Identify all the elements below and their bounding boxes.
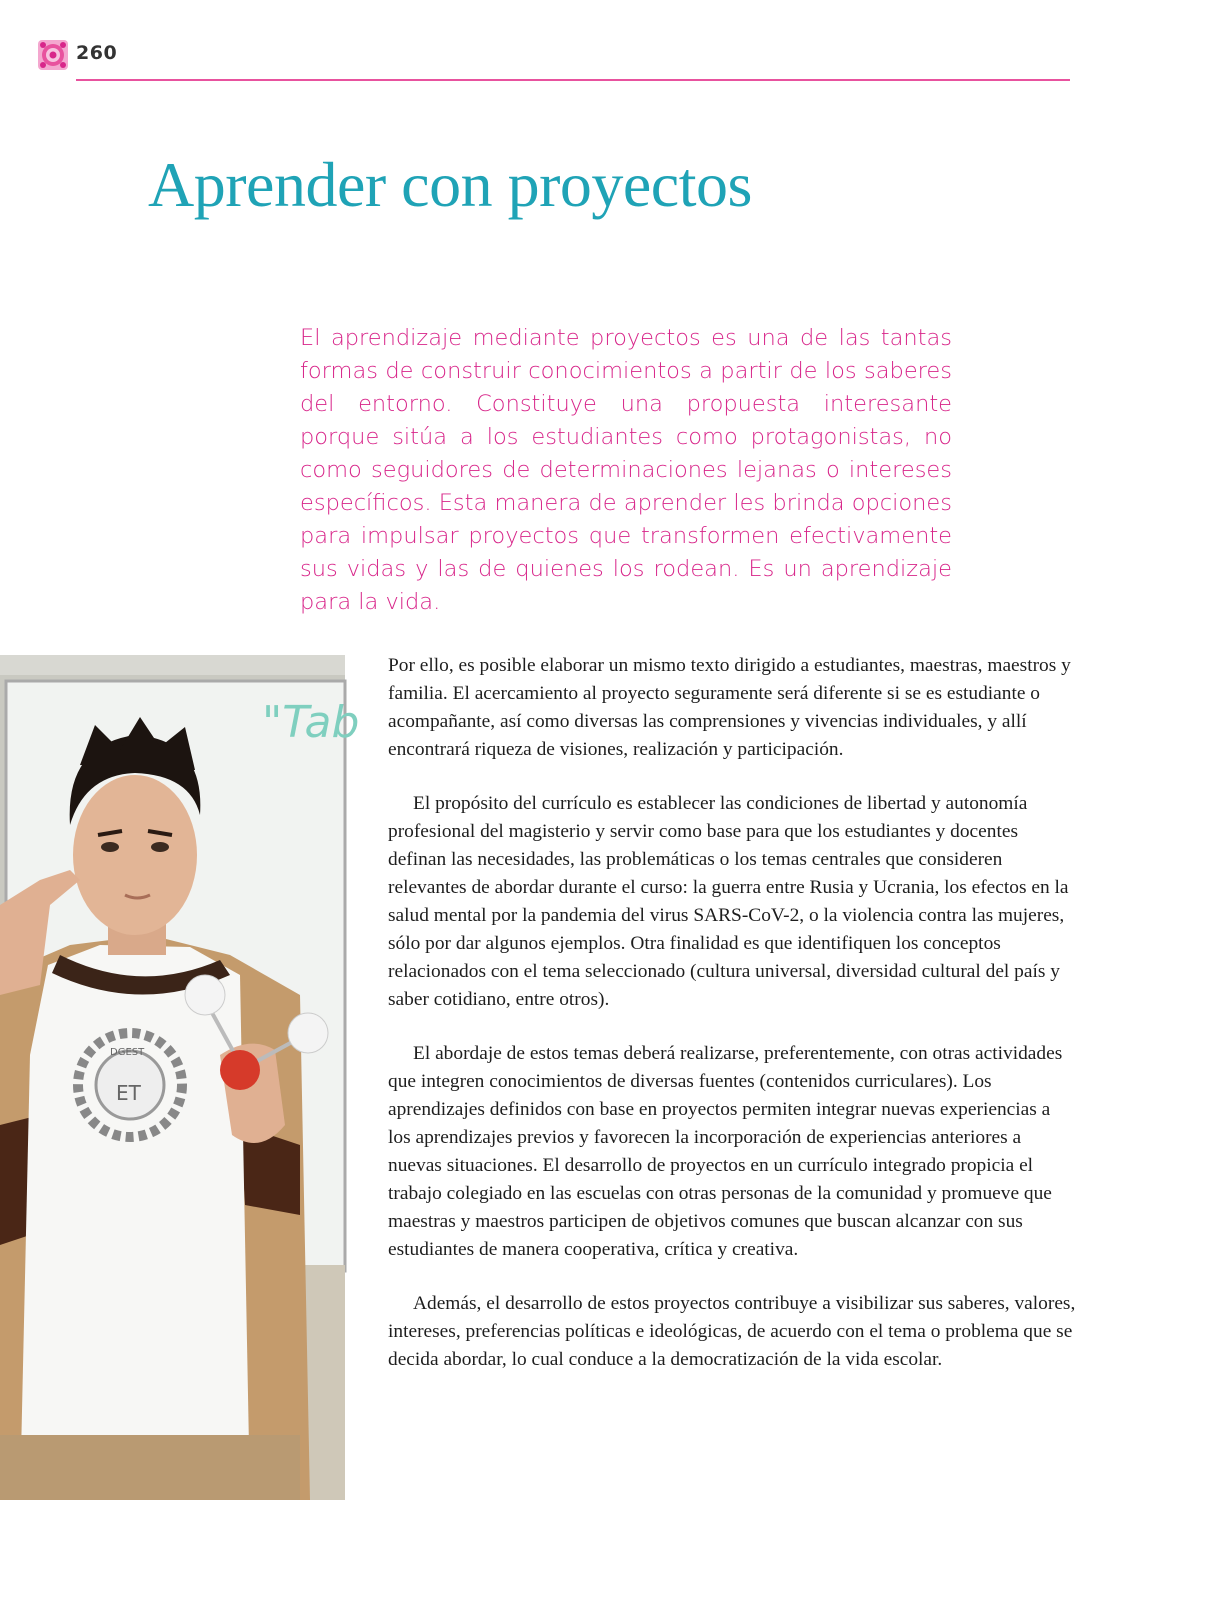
shirt-logo-mark: ET [116,1081,141,1105]
page-title: Aprender con proyectos [148,149,752,220]
header-rule [76,79,1070,81]
page-number: 260 [76,42,118,64]
student-photo [0,655,360,1500]
body-text [388,652,1076,1400]
body-paragraph: El abordaje de estos temas deberá realizarse, preferentemente, con otras actividades que integren conocimientos de diversas fuentes (contenidos curriculares). Los aprendizajes definidos con base en proyectos permiten integrar nuevas experiencias a los aprendizajes previos y favorecen la incorporación de experiencias anteriores a nuevas situaciones. El desarrollo de proyectos en un currículo integrado propicia el trabajo colegiado en las escuelas con otras personas de la comunidad y promueve que maestras y maestros participen de objetivos comunes que buscan alcanzar con sus estudiantes de manera cooperativa, crítica y creativa. [388,1043,1063,1260]
intro-paragraph: El aprendizaje mediante proyectos es una de las tantas formas de construir conocimientos a partir de los saberes del entorno. Constituye una propuesta interesante porque sitúa a los estudiantes como protagonistas, no como seguidores de determinaciones lejanas o intereses específicos. Esta manera de aprender les brinda opciones para impulsar proyectos que transformen efectivamente sus vidas y las de quienes los rodean. Es un aprendizaje para la vida. [300,325,952,615]
pink-ornament-icon [38,40,68,70]
body-paragraph: Además, el desarrollo de estos proyectos contribuye a visibilizar sus saberes, valores, intereses, preferencias políticas e ideológicas, de acuerdo con el tema o problema que se decida abordar, lo cual conduce a la democratización de la vida escolar. [388,1293,1076,1370]
student-illustration [0,655,360,1500]
body-paragraph: El propósito del currículo es establecer las condiciones de libertad y autonomía profesional del magisterio y servir como base para que los estudiantes y docentes definan las necesidades, las problemáticas o los temas centrales que consideren relevantes de abordar durante el curso: la guerra entre Rusia y Ucrania, los efectos en la salud mental por la pandemia del virus SARS-CoV-2, o la violencia contra las mujeres, sólo por dar algunos ejemplos. Otra finalidad es que identifiquen los conceptos relacionados con el tema seleccionado (cultura universal, diversidad cultural del país y saber cotidiano, entre otros). [388,793,1069,1010]
board-text: "Tab [262,697,360,748]
page-header [38,36,1070,82]
shirt-logo-top: DGEST [110,1047,145,1058]
body-paragraph: Por ello, es posible elaborar un mismo texto dirigido a estudiantes, maestras, maestros y familia. El acercamiento al proyecto seguramente será diferente si se es estudiante o acompañante, así como diversas las comprensiones y vivencias individuales, y allí encontrará riqueza de visiones, realización y participación. [388,655,1071,760]
